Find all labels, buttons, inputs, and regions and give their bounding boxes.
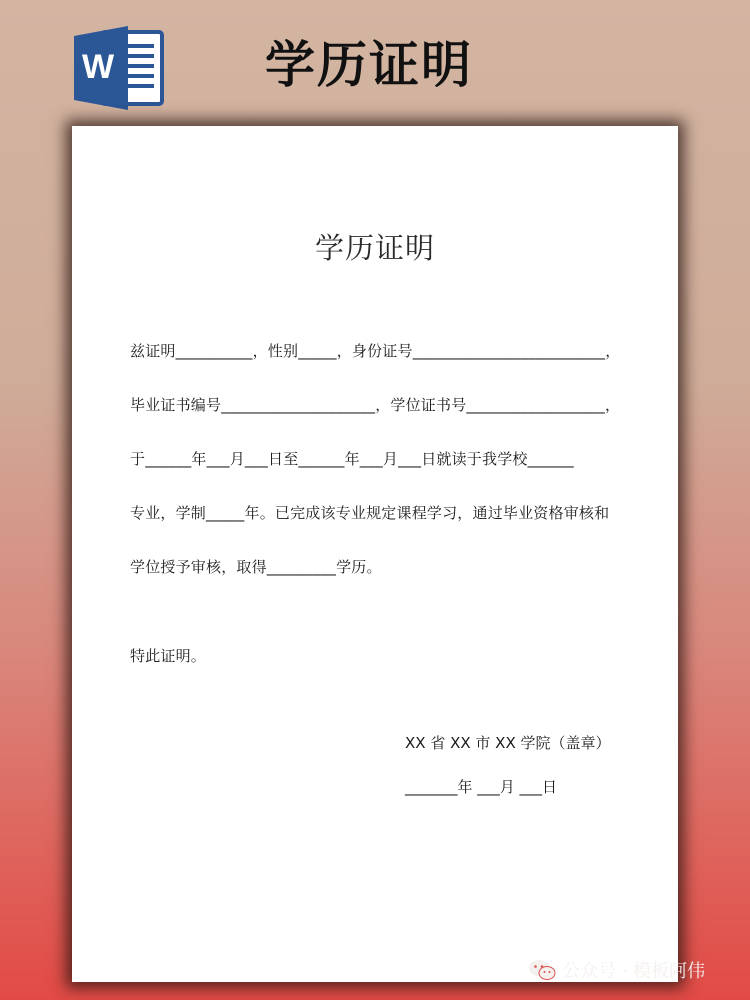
word-doc-icon xyxy=(74,26,164,110)
document-title: 学历证明 xyxy=(314,231,435,265)
body-line-4: 专业，学制_____年。已完成该专业规定课程学习，通过毕业资格审核和 xyxy=(130,504,610,522)
body-line-2: 毕业证书编号____________________，学位证书号__________________， xyxy=(130,396,621,414)
watermark-text: 公众号 · 模板阿伟 xyxy=(562,961,706,982)
svg-text:W: W xyxy=(81,48,115,86)
body-line-3: 于______年___月___日至______年___月___日就读于我学校______ xyxy=(130,450,574,468)
wechat-icon xyxy=(528,959,556,981)
date-line: _______年 ___月 ___日 xyxy=(405,778,558,796)
body-line-1: 兹证明__________，性别_____，身份证号_________________________， xyxy=(130,342,621,360)
closing-line: 特此证明。 xyxy=(130,647,207,665)
document-page xyxy=(72,126,678,982)
watermark xyxy=(528,957,705,983)
body-line-5: 学位授予审核，取得_________学历。 xyxy=(130,558,382,576)
banner-title: 学历证明 xyxy=(265,36,473,94)
signature-line: XX 省 XX 市 XX 学院（盖章） xyxy=(405,734,611,752)
